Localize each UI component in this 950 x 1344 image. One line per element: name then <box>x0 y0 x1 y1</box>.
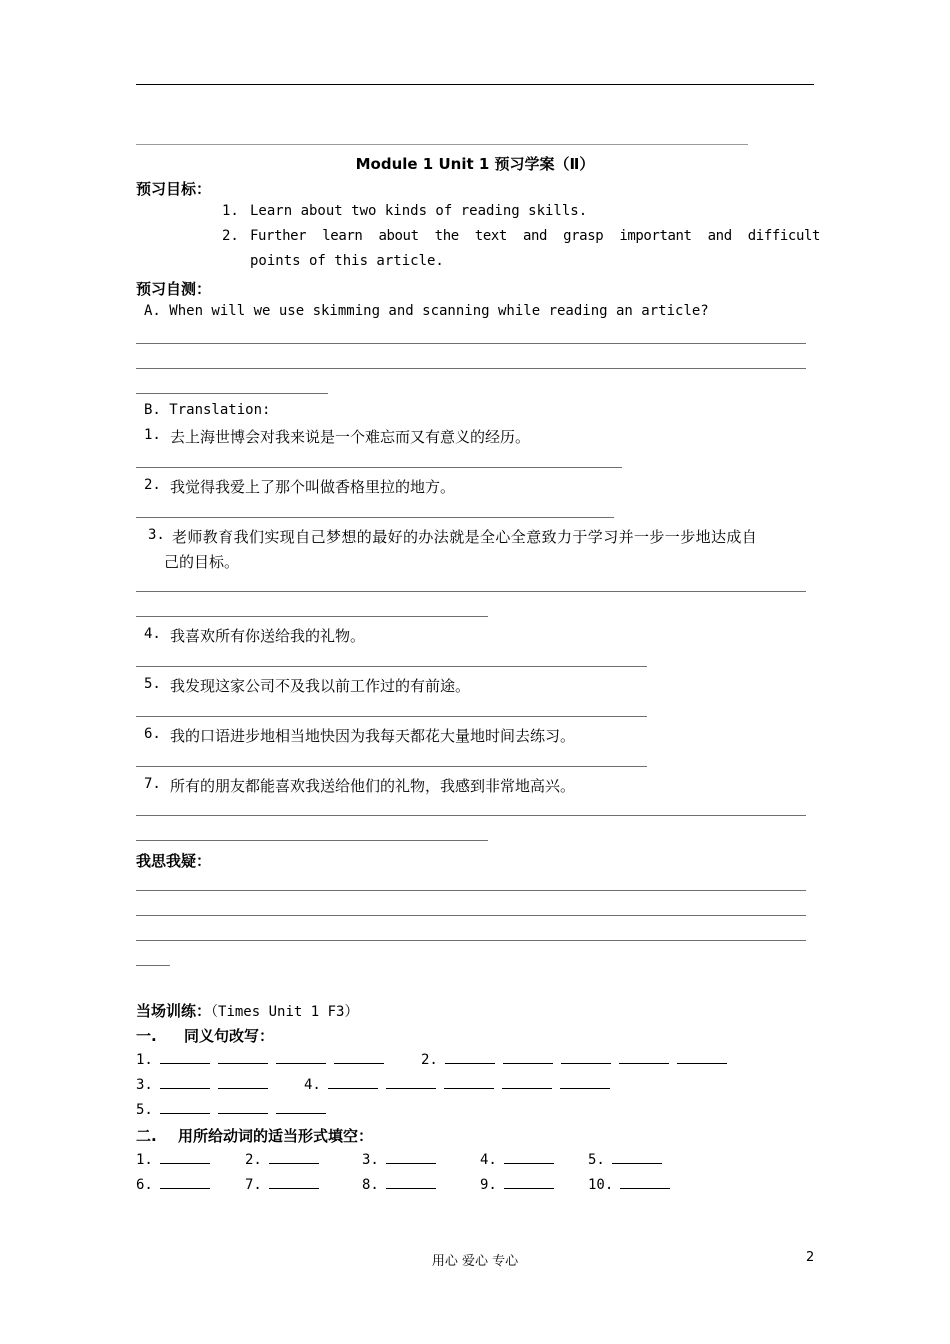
translation-number: 6. <box>144 726 161 742</box>
answer-blank[interactable] <box>386 1175 436 1189</box>
answer-blank[interactable] <box>269 1175 319 1189</box>
title-top-rule <box>136 144 748 145</box>
translation-text: 我的口语进步地相当地快因为我每天都花大量地时间去练习。 <box>170 727 576 745</box>
answer-line <box>136 517 614 518</box>
reflection-heading: 我思我疑： <box>136 852 212 870</box>
translation-number: 7. <box>144 776 161 792</box>
fill-item <box>136 1150 218 1168</box>
item-number: 6. <box>136 1177 153 1193</box>
item-number: 5. <box>588 1152 605 1168</box>
answer-line <box>136 766 647 767</box>
answer-line <box>136 890 806 891</box>
answer-line <box>136 840 488 841</box>
fill-item <box>245 1175 327 1193</box>
answer-blank[interactable] <box>504 1150 554 1164</box>
answer-blank[interactable] <box>269 1150 319 1164</box>
translation-heading: B. Translation: <box>144 402 271 418</box>
translation-text: 老师教育我们实现自己梦想的最好的办法就是全心全意致力于学习并一步一步地达成自 <box>172 528 758 546</box>
answer-line <box>136 940 806 941</box>
objective-number: 1. <box>222 203 239 219</box>
fill-item <box>588 1175 678 1193</box>
item-number: 1. <box>136 1052 153 1068</box>
self-test-heading: 预习自测： <box>136 280 212 298</box>
answer-blank[interactable] <box>504 1175 554 1189</box>
fill-item <box>480 1150 562 1168</box>
answer-blank[interactable] <box>386 1075 436 1089</box>
item-number: 2. <box>421 1052 438 1068</box>
page-number: 2 <box>806 1250 815 1265</box>
answer-blank[interactable] <box>328 1075 378 1089</box>
answer-blank[interactable] <box>160 1075 210 1089</box>
answer-line <box>136 467 622 468</box>
fill-item <box>245 1150 327 1168</box>
objective-text-cont: points of this article. <box>250 253 444 269</box>
item-number: 7. <box>245 1177 262 1193</box>
translation-text: 我觉得我爱上了那个叫做香格里拉的地方。 <box>170 478 456 496</box>
fill-item <box>136 1075 276 1093</box>
practice-heading-row <box>136 1000 358 1021</box>
item-number: 1. <box>136 1152 153 1168</box>
answer-blank[interactable] <box>561 1050 611 1064</box>
item-number: 4. <box>304 1077 321 1093</box>
answer-blank[interactable] <box>503 1050 553 1064</box>
answer-line <box>136 965 170 966</box>
fill-item <box>304 1075 618 1093</box>
answer-blank[interactable] <box>677 1050 727 1064</box>
practice-source: （Times Unit 1 F3） <box>211 1004 359 1020</box>
translation-text: 去上海世博会对我来说是一个难忘而又有意义的经历。 <box>170 428 531 446</box>
fill-item <box>136 1050 392 1068</box>
objectives-heading: 预习目标： <box>136 180 212 198</box>
part2-label: 二. <box>136 1127 157 1145</box>
fill-item <box>362 1175 444 1193</box>
item-number: 10. <box>588 1177 614 1193</box>
fill-item <box>421 1050 735 1068</box>
item-number: 8. <box>362 1177 379 1193</box>
answer-blank[interactable] <box>160 1150 210 1164</box>
fill-item <box>362 1150 444 1168</box>
objective-text: Further learn about the text and grasp important and difficult <box>250 228 821 244</box>
footer-text: 用心 爱心 专心 <box>431 1254 519 1269</box>
item-number: 3. <box>136 1077 153 1093</box>
translation-number: 4. <box>144 626 161 642</box>
practice-heading: 当场训练： <box>136 1002 212 1020</box>
translation-number: 2. <box>144 477 161 493</box>
answer-line <box>136 616 488 617</box>
answer-line <box>136 591 806 592</box>
part2-title: 用所给动词的适当形式填空： <box>178 1127 374 1145</box>
item-number: 9. <box>480 1177 497 1193</box>
answer-line <box>136 915 806 916</box>
answer-blank[interactable] <box>620 1175 670 1189</box>
objective-text: Learn about two kinds of reading skills. <box>250 203 588 219</box>
translation-number: 5. <box>144 676 161 692</box>
page-title: Module 1 Unit 1 预习学案（Ⅱ） <box>355 155 595 173</box>
item-number: 3. <box>362 1152 379 1168</box>
fill-item <box>588 1150 670 1168</box>
item-number: 2. <box>245 1152 262 1168</box>
objective-number: 2. <box>222 228 239 244</box>
answer-blank[interactable] <box>160 1050 210 1064</box>
answer-blank[interactable] <box>334 1050 384 1064</box>
answer-blank[interactable] <box>218 1050 268 1064</box>
part1-label: 一. <box>136 1027 157 1045</box>
header-rule <box>136 84 814 85</box>
answer-blank[interactable] <box>445 1050 495 1064</box>
answer-blank[interactable] <box>218 1100 268 1114</box>
answer-line <box>136 393 328 394</box>
answer-blank[interactable] <box>160 1100 210 1114</box>
answer-blank[interactable] <box>218 1075 268 1089</box>
answer-blank[interactable] <box>444 1075 494 1089</box>
answer-blank[interactable] <box>160 1175 210 1189</box>
answer-blank[interactable] <box>276 1050 326 1064</box>
translation-number: 1. <box>144 427 161 443</box>
translation-text: 我发现这家公司不及我以前工作过的有前途。 <box>170 677 471 695</box>
item-number: 5. <box>136 1102 153 1118</box>
answer-blank[interactable] <box>560 1075 610 1089</box>
answer-blank[interactable] <box>502 1075 552 1089</box>
answer-line <box>136 343 806 344</box>
fill-item <box>136 1100 334 1118</box>
question-a: A. When will we use skimming and scanning while reading an article? <box>144 303 709 319</box>
answer-line <box>136 716 647 717</box>
translation-text: 所有的朋友都能喜欢我送给他们的礼物，我感到非常地高兴。 <box>170 777 576 795</box>
answer-line <box>136 815 806 816</box>
translation-text: 我喜欢所有你送给我的礼物。 <box>170 627 366 645</box>
answer-blank[interactable] <box>276 1100 326 1114</box>
translation-number: 3. <box>148 527 165 543</box>
translation-text-cont: 己的目标。 <box>164 553 240 571</box>
answer-blank[interactable] <box>619 1050 669 1064</box>
fill-item <box>136 1175 218 1193</box>
fill-item <box>480 1175 562 1193</box>
answer-line <box>136 666 647 667</box>
item-number: 4. <box>480 1152 497 1168</box>
answer-blank[interactable] <box>386 1150 436 1164</box>
part1-title: 同义句改写： <box>184 1027 275 1045</box>
answer-line <box>136 368 806 369</box>
answer-blank[interactable] <box>612 1150 662 1164</box>
